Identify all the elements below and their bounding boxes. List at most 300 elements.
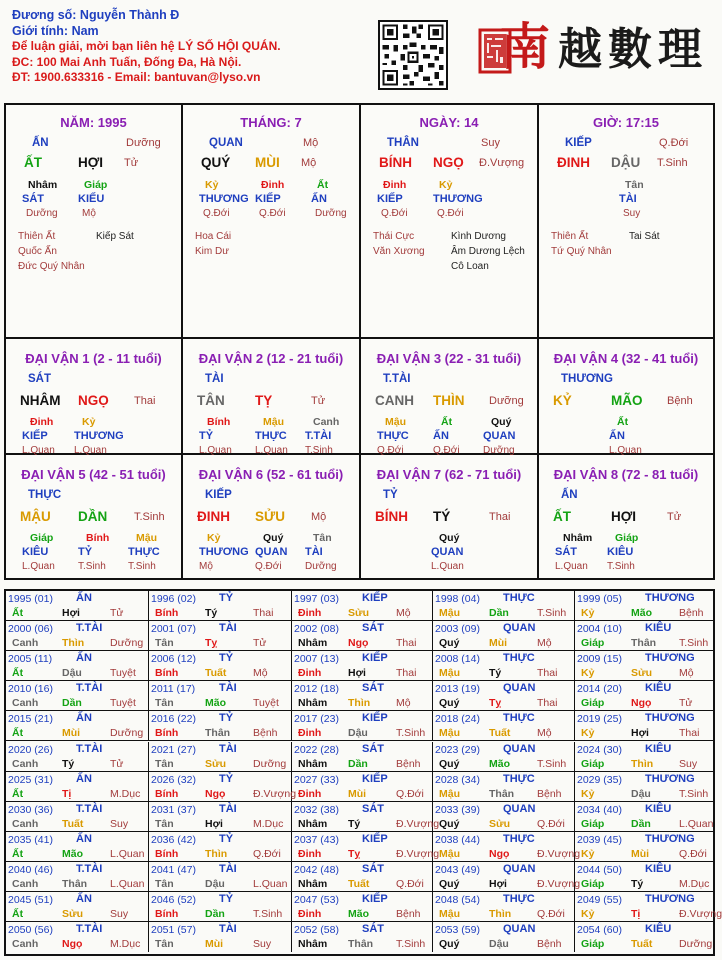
- year-stage: Mộ: [537, 637, 552, 650]
- qr-code-icon[interactable]: [378, 20, 448, 90]
- year-stage: Dưỡng: [679, 938, 713, 951]
- year-cell[interactable]: [6, 922, 149, 952]
- luck-ten-god: TÀI: [205, 373, 224, 385]
- year-branch: Dậu: [348, 727, 368, 740]
- year-branch: Thân: [348, 938, 374, 951]
- year-label: 2008 (14): [435, 653, 480, 666]
- major-luck-title: ĐẠI VẬN 1 (2 - 11 tuổi): [25, 351, 162, 366]
- year-stem: Ất: [12, 667, 24, 680]
- year-label: 2048 (54): [435, 894, 480, 906]
- hidden-stem: Đinh: [30, 416, 54, 428]
- year-cell[interactable]: [575, 711, 715, 741]
- year-ten-god: THƯƠNG: [645, 652, 695, 665]
- year-label: 2045 (51): [8, 894, 53, 906]
- year-cell[interactable]: [292, 862, 433, 892]
- star-right: Kiếp Sát: [96, 231, 134, 242]
- year-cell[interactable]: [6, 621, 149, 651]
- hidden-stem: Đinh: [261, 179, 285, 191]
- year-stage: Tuyệt: [110, 667, 136, 680]
- luck-stem: ĐINH: [197, 509, 230, 524]
- year-stage: Suy: [110, 908, 129, 920]
- year-branch: Hợi: [489, 877, 507, 890]
- year-label: 2030 (36): [8, 803, 53, 816]
- year-ten-god: ẤN: [76, 832, 92, 845]
- hidden-stage: Dưỡng: [315, 208, 347, 219]
- year-label: 2041 (47): [151, 863, 196, 876]
- year-stage: M.Dục: [110, 787, 141, 800]
- luck-stem: BÍNH: [375, 509, 408, 524]
- hidden-stem: Quý: [439, 532, 460, 544]
- hidden-stage: L.Quan: [255, 445, 288, 456]
- year-cell[interactable]: [433, 922, 575, 952]
- star-right: Tai Sát: [629, 231, 660, 242]
- year-ten-god: THỰC: [503, 832, 535, 845]
- pillar-branch: DẬU: [611, 155, 641, 170]
- year-label: 2032 (38): [294, 803, 339, 816]
- hidden-stem: Kỷ: [207, 532, 221, 544]
- hidden-ten-god: TÀI: [619, 193, 637, 205]
- year-ten-god: TÀI: [219, 862, 237, 875]
- year-cell[interactable]: [149, 892, 292, 922]
- year-label: 2040 (46): [8, 863, 53, 876]
- year-ten-god: TÀI: [219, 622, 237, 635]
- year-ten-god: QUAN: [503, 682, 536, 695]
- year-label: 1995 (01): [8, 593, 53, 605]
- hidden-stage: L.Quan: [431, 561, 464, 572]
- year-label: 2027 (33): [294, 773, 339, 786]
- year-label: 2005 (11): [8, 653, 53, 666]
- year-label: 2020 (26): [8, 743, 53, 756]
- year-stage: L.Quan: [110, 877, 145, 890]
- major-luck-cell: [539, 455, 713, 578]
- star-right: Cô Loan: [451, 261, 489, 272]
- year-branch: Tuất: [348, 877, 370, 890]
- year-label: 2026 (32): [151, 773, 196, 786]
- annual-luck-grid: [4, 589, 722, 956]
- year-cell[interactable]: [149, 832, 292, 862]
- year-cell[interactable]: [149, 802, 292, 832]
- luck-branch: NGỌ: [78, 393, 109, 408]
- year-branch: Thân: [631, 637, 657, 650]
- lyso-logo: [478, 12, 710, 82]
- year-stem: Giáp: [581, 877, 605, 890]
- year-stage: T.Sinh: [537, 757, 567, 770]
- year-cell[interactable]: [433, 621, 575, 651]
- year-stem: Mậu: [439, 727, 460, 740]
- pillar-cell: [183, 105, 361, 339]
- luck-ten-god: SÁT: [28, 373, 51, 385]
- year-branch: Tý: [62, 757, 75, 770]
- hidden-stem: Giáp: [30, 532, 54, 544]
- year-cell[interactable]: [149, 591, 292, 621]
- contact-phone-email[interactable]: ĐT: 1900.633316 - Email: bantuvan@lyso.vn: [12, 70, 261, 84]
- hidden-ten-god: KIẾP: [255, 193, 281, 205]
- year-branch: Thìn: [348, 697, 371, 710]
- year-stem: Quý: [439, 757, 460, 770]
- year-branch: Ngọ: [489, 847, 510, 860]
- hidden-ten-god: THƯƠNG: [433, 193, 483, 205]
- luck-napam: Thai: [134, 395, 156, 407]
- year-stem: Ất: [12, 607, 24, 619]
- major-luck-cell: [183, 455, 361, 578]
- year-branch: Mùi: [62, 727, 81, 740]
- year-cell[interactable]: [292, 742, 433, 772]
- year-stem: Giáp: [581, 637, 605, 650]
- year-cell[interactable]: [6, 802, 149, 832]
- year-branch: Thìn: [62, 637, 85, 650]
- year-stem: Mậu: [439, 607, 460, 619]
- year-stage: Bệnh: [396, 757, 421, 770]
- year-branch: Thìn: [489, 908, 512, 920]
- year-branch: Dần: [348, 757, 368, 770]
- year-cell[interactable]: [433, 651, 575, 681]
- year-cell[interactable]: [292, 711, 433, 741]
- year-label: 2017 (23): [294, 713, 339, 726]
- pillar-stem: QUÝ: [201, 155, 231, 170]
- year-branch: Hợi: [631, 727, 649, 740]
- year-cell[interactable]: [149, 862, 292, 892]
- luck-napam: Bệnh: [667, 395, 693, 407]
- star-left: Hoa Cái: [195, 231, 232, 242]
- year-cell[interactable]: [575, 892, 722, 922]
- year-cell[interactable]: [575, 772, 715, 802]
- hidden-ten-god: TÀI: [305, 546, 323, 558]
- year-cell[interactable]: [575, 922, 715, 952]
- year-cell[interactable]: [6, 651, 149, 681]
- year-cell[interactable]: [292, 832, 440, 862]
- year-branch: Mùi: [348, 787, 367, 800]
- year-stem: Mậu: [439, 667, 460, 680]
- year-cell[interactable]: [575, 802, 715, 832]
- year-branch: Tuất: [489, 727, 511, 740]
- major-luck-title: ĐẠI VẬN 3 (22 - 31 tuổi): [376, 351, 522, 366]
- year-stage: Thai: [396, 637, 417, 650]
- major-luck-title: ĐẠI VẬN 2 (12 - 21 tuổi): [198, 351, 344, 366]
- year-ten-god: KIẾP: [362, 772, 388, 785]
- year-ten-god: QUAN: [503, 742, 536, 755]
- pillar-stage: Suy: [481, 137, 500, 149]
- year-cell[interactable]: [433, 742, 575, 772]
- year-cell[interactable]: [433, 711, 575, 741]
- major-luck-title: ĐẠI VẬN 6 (52 - 61 tuổi): [198, 467, 344, 482]
- year-branch: Tý: [631, 877, 644, 890]
- year-cell[interactable]: [575, 591, 715, 621]
- year-cell[interactable]: [149, 772, 297, 802]
- luck-branch: MÃO: [611, 393, 643, 408]
- year-label: 2034 (40): [577, 803, 622, 816]
- year-label: 2019 (25): [577, 713, 622, 726]
- year-cell[interactable]: [575, 742, 715, 772]
- year-cell[interactable]: [575, 862, 715, 892]
- year-cell[interactable]: [433, 681, 575, 711]
- hidden-ten-god: SÁT: [555, 546, 577, 558]
- year-stage: T.Sinh: [396, 727, 426, 740]
- year-cell[interactable]: [433, 862, 581, 892]
- year-cell[interactable]: [149, 922, 292, 952]
- year-stage: Q.Đới: [537, 908, 565, 920]
- year-ten-god: TÀI: [219, 923, 237, 936]
- year-cell[interactable]: [433, 591, 575, 621]
- year-cell[interactable]: [149, 742, 292, 772]
- year-stem: Ất: [12, 727, 24, 740]
- year-label: 2050 (56): [8, 924, 53, 937]
- year-ten-god: QUAN: [503, 862, 536, 875]
- year-stage: Đ.Vượng: [396, 817, 440, 830]
- year-cell[interactable]: [433, 892, 575, 922]
- year-stage: Tử: [110, 607, 124, 619]
- hidden-ten-god: ẤN: [311, 193, 327, 205]
- year-cell[interactable]: [149, 711, 292, 741]
- year-label: 2044 (50): [577, 863, 622, 876]
- year-cell[interactable]: [575, 681, 715, 711]
- year-ten-god: THƯƠNG: [645, 832, 695, 845]
- year-cell[interactable]: [292, 772, 433, 802]
- year-label: 1998 (04): [435, 593, 480, 605]
- year-cell[interactable]: [6, 711, 149, 741]
- year-branch: Dần: [489, 607, 509, 619]
- year-ten-god: T.TÀI: [76, 802, 103, 815]
- luck-napam: Thai: [489, 511, 511, 523]
- year-stage: Đ.Vượng: [253, 787, 297, 800]
- hidden-stage: L.Quan: [74, 445, 107, 456]
- major-luck-cell: [183, 339, 361, 455]
- year-stage: Thai: [537, 697, 558, 710]
- year-branch: Mão: [205, 697, 226, 710]
- pillar-stem: ĐINH: [557, 155, 590, 170]
- header: [0, 0, 720, 100]
- year-stem: Đinh: [298, 667, 322, 680]
- year-ten-god: THỰC: [503, 712, 535, 725]
- year-stage: Đ.Vượng: [537, 877, 581, 890]
- hidden-stage: T.Sinh: [78, 561, 106, 572]
- year-stage: Tuyệt: [253, 697, 279, 710]
- luck-napam: Tử: [667, 511, 682, 523]
- year-ten-god: TỶ: [219, 772, 234, 785]
- major-luck-title: ĐẠI VẬN 8 (72 - 81 tuổi): [553, 467, 699, 482]
- year-branch: Dần: [631, 817, 651, 830]
- pillar-branch: NGỌ: [433, 155, 464, 170]
- year-label: 2010 (16): [8, 683, 53, 696]
- year-cell[interactable]: [292, 621, 433, 651]
- year-cell[interactable]: [6, 832, 149, 862]
- year-label: 2049 (55): [577, 894, 622, 906]
- pillar-ten-god: KIẾP: [565, 137, 592, 149]
- year-stem: Nhâm: [298, 637, 328, 650]
- year-ten-god: QUAN: [503, 622, 536, 635]
- hidden-ten-god: T.TÀI: [305, 430, 332, 442]
- star-left: Thiên Ất: [18, 231, 56, 242]
- year-stem: Tân: [155, 697, 174, 710]
- year-stage: Tử: [110, 757, 124, 770]
- star-left: Đức Quý Nhân: [18, 261, 85, 272]
- year-stage: Thai: [679, 727, 700, 740]
- year-stage: Bệnh: [396, 908, 421, 920]
- year-cell[interactable]: [433, 802, 575, 832]
- pillar-napam: T.Sinh: [657, 157, 688, 169]
- hidden-ten-god: ẤN: [433, 430, 449, 442]
- year-ten-god: T.TÀI: [76, 923, 103, 936]
- year-stage: Thai: [537, 667, 558, 680]
- year-cell[interactable]: [433, 772, 575, 802]
- year-branch: Tý: [348, 817, 361, 830]
- year-ten-god: KIÊU: [645, 802, 672, 815]
- luck-ten-god: THƯƠNG: [561, 373, 613, 385]
- year-stem: Giáp: [581, 938, 605, 951]
- hidden-stem: Bính: [207, 416, 231, 428]
- year-stage: Đ.Vượng: [537, 847, 581, 860]
- year-branch: Tỵ: [348, 847, 361, 860]
- year-cell[interactable]: [149, 651, 292, 681]
- year-stem: Kỷ: [581, 727, 595, 740]
- major-luck-cell: [6, 455, 183, 578]
- hidden-stem: Bính: [86, 532, 110, 544]
- year-cell[interactable]: [6, 892, 149, 922]
- year-stem: Canh: [12, 817, 39, 830]
- year-branch: Sửu: [489, 817, 511, 830]
- pillar-stage: Q.Đới: [659, 137, 689, 149]
- year-stem: Quý: [439, 817, 460, 830]
- pillar-stage: Mộ: [303, 137, 319, 149]
- hidden-ten-god: THƯƠNG: [199, 546, 249, 558]
- year-ten-god: THƯƠNG: [645, 592, 695, 604]
- year-stage: Tử: [253, 637, 267, 650]
- hidden-stem: Giáp: [615, 532, 639, 544]
- pillar-branch: MÙI: [255, 155, 280, 170]
- year-stem: Canh: [12, 757, 39, 770]
- hidden-stage: Suy: [623, 208, 641, 219]
- year-label: 2021 (27): [151, 743, 196, 756]
- year-stem: Giáp: [581, 757, 605, 770]
- year-stem: Bính: [155, 787, 179, 800]
- year-cell[interactable]: [6, 591, 149, 621]
- hidden-stage: Q.Đới: [259, 208, 286, 219]
- year-stage: Tử: [679, 697, 693, 710]
- year-label: 2038 (44): [435, 833, 480, 846]
- year-stem: Đinh: [298, 847, 322, 860]
- luck-ten-god: TỶ: [383, 489, 398, 501]
- year-branch: Tý: [489, 667, 502, 680]
- year-cell[interactable]: [292, 802, 440, 832]
- year-ten-god: T.TÀI: [76, 862, 103, 875]
- year-label: 2043 (49): [435, 863, 480, 876]
- year-stage: T.Sinh: [253, 908, 283, 920]
- year-stem: Quý: [439, 697, 460, 710]
- luck-stem: TÂN: [197, 393, 225, 408]
- year-stage: Q.Đới: [396, 877, 424, 890]
- year-stem: Kỷ: [581, 607, 595, 619]
- year-stage: Mộ: [396, 607, 411, 619]
- year-cell[interactable]: [149, 681, 292, 711]
- hidden-ten-god: KIÊU: [607, 546, 634, 558]
- year-label: 1996 (02): [151, 593, 196, 605]
- year-ten-god: KIÊU: [645, 862, 672, 875]
- year-stage: T.Sinh: [537, 607, 567, 619]
- year-cell[interactable]: [433, 832, 581, 862]
- hidden-stage: Q.Đới: [377, 445, 404, 456]
- hidden-stage: Dưỡng: [305, 561, 337, 572]
- hidden-ten-god: QUAN: [431, 546, 464, 558]
- year-cell[interactable]: [292, 651, 433, 681]
- luck-ten-god: KIẾP: [205, 489, 232, 501]
- year-branch: Ngọ: [62, 938, 83, 951]
- year-cell[interactable]: [292, 892, 433, 922]
- year-label: 2029 (35): [577, 773, 622, 786]
- year-stem: Kỷ: [581, 908, 595, 920]
- year-cell[interactable]: [292, 681, 433, 711]
- year-cell[interactable]: [575, 832, 715, 862]
- year-stem: Giáp: [581, 697, 605, 710]
- luck-stem: MẬU: [20, 509, 51, 524]
- year-stage: T.Sinh: [679, 637, 709, 650]
- year-label: 2000 (06): [8, 623, 53, 636]
- year-stem: Ất: [12, 787, 24, 800]
- star-left: Kim Dư: [195, 246, 229, 257]
- year-stem: Kỷ: [581, 787, 595, 800]
- hidden-stage: T.Sinh: [128, 561, 156, 572]
- pillar-ten-god: QUAN: [209, 137, 243, 149]
- pillar-cell: [361, 105, 539, 339]
- hidden-ten-god: THỰC: [128, 546, 160, 558]
- year-cell[interactable]: [6, 862, 149, 892]
- year-label: 2001 (07): [151, 623, 196, 636]
- year-label: 2054 (60): [577, 924, 622, 937]
- star-left: Tứ Quý Nhân: [551, 246, 612, 257]
- year-cell[interactable]: [6, 772, 149, 802]
- four-pillars-panel: [4, 103, 715, 580]
- pillar-napam: Đ.Vượng: [479, 157, 525, 169]
- year-ten-god: SÁT: [362, 862, 384, 875]
- year-ten-god: THỰC: [503, 592, 535, 604]
- year-ten-god: T.TÀI: [76, 742, 103, 755]
- year-branch: Hợi: [62, 607, 80, 619]
- year-label: 2012 (18): [294, 683, 339, 696]
- owner-gender: Giới tính: Nam: [12, 23, 99, 38]
- year-branch: Mão: [489, 757, 510, 770]
- hidden-stem: Kỷ: [439, 179, 453, 191]
- year-label: 2003 (09): [435, 623, 480, 636]
- major-luck-title: ĐẠI VẬN 4 (32 - 41 tuổi): [553, 351, 699, 366]
- year-label: 2004 (10): [577, 623, 622, 636]
- hidden-stem: Ất: [317, 179, 329, 191]
- hidden-ten-god: THƯƠNG: [74, 430, 124, 442]
- year-cell[interactable]: [6, 742, 149, 772]
- year-branch: Tỵ: [205, 637, 218, 650]
- luck-branch: SỬU: [255, 509, 285, 524]
- year-stage: Dưỡng: [110, 727, 144, 740]
- year-stem: Tân: [155, 817, 174, 830]
- year-cell[interactable]: [149, 621, 292, 651]
- year-cell[interactable]: [575, 621, 715, 651]
- year-ten-god: QUAN: [503, 923, 536, 936]
- year-stem: Đinh: [298, 787, 322, 800]
- pillar-branch: HỢI: [78, 155, 104, 170]
- luck-stem: NHÂM: [20, 393, 61, 408]
- luck-ten-god: ẤN: [561, 489, 578, 501]
- year-stem: Nhâm: [298, 757, 328, 770]
- year-branch: Tuất: [205, 667, 227, 680]
- year-cell[interactable]: [6, 681, 149, 711]
- year-cell[interactable]: [292, 922, 433, 952]
- year-ten-god: SÁT: [362, 622, 384, 635]
- luck-branch: HỢI: [611, 509, 637, 524]
- hidden-ten-god: KIÊU: [22, 546, 49, 558]
- year-branch: Hợi: [348, 667, 366, 680]
- year-cell[interactable]: [292, 591, 433, 621]
- hidden-ten-god: QUAN: [483, 430, 516, 442]
- hidden-stage: T.Sinh: [305, 445, 333, 456]
- year-stage: L.Quan: [679, 817, 714, 830]
- year-cell[interactable]: [575, 651, 715, 681]
